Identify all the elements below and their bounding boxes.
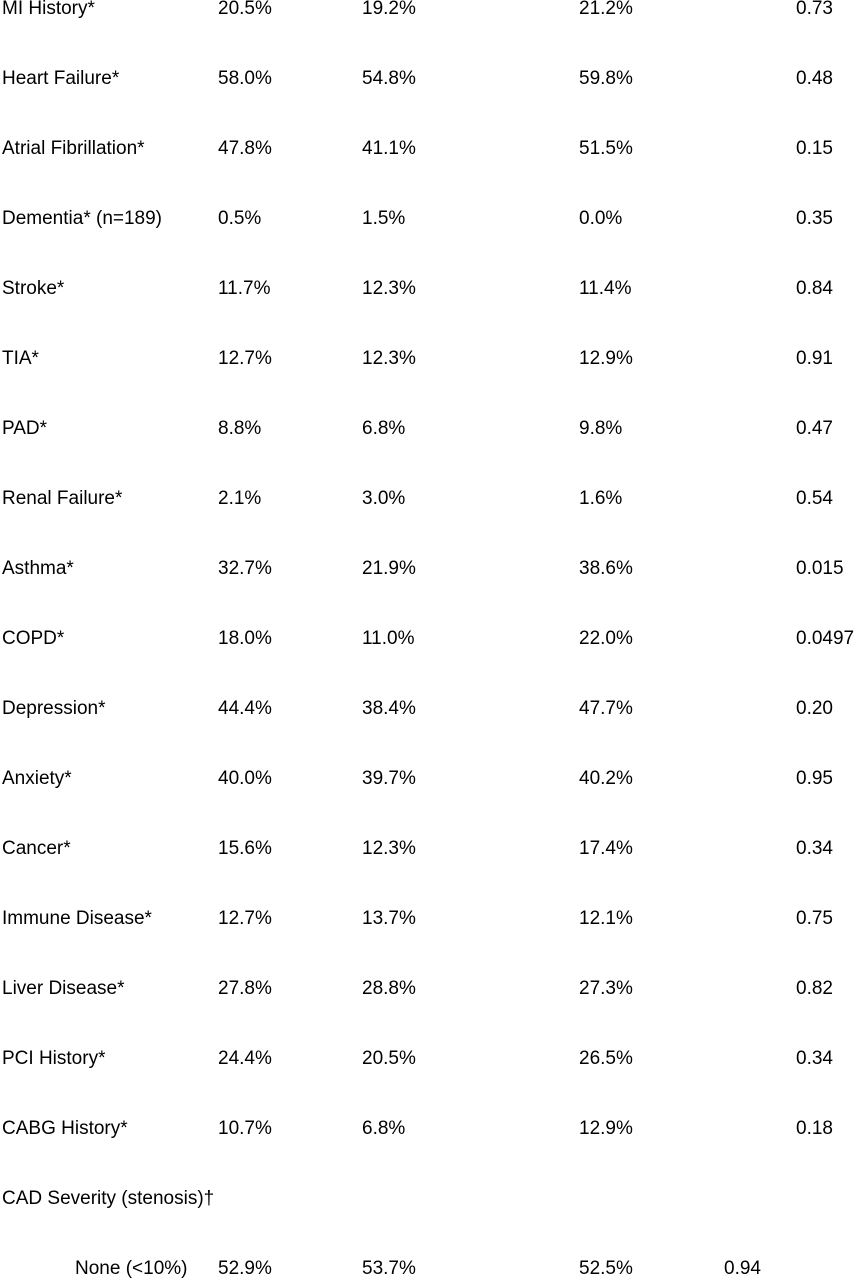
cell-all: 10.7% bbox=[218, 1118, 272, 1139]
row-label: Liver Disease* bbox=[2, 978, 125, 999]
row-label: Depression* bbox=[2, 698, 106, 719]
cell-group-1: 41.1% bbox=[362, 138, 416, 159]
row-label: Stroke* bbox=[2, 278, 65, 299]
cell-group-1: 3.0% bbox=[362, 488, 406, 509]
cell-group-1: 38.4% bbox=[362, 698, 416, 719]
cell-group-2: 51.5% bbox=[579, 138, 633, 159]
cell-all: 12.7% bbox=[218, 348, 272, 369]
table-row bbox=[0, 1114, 858, 1144]
row-label: Asthma* bbox=[2, 558, 74, 579]
row-label: Renal Failure* bbox=[2, 488, 123, 509]
cell-group-2: 27.3% bbox=[579, 978, 633, 999]
table-row bbox=[0, 554, 858, 584]
cell-p-value: 0.54 bbox=[796, 488, 833, 509]
row-label: Cancer* bbox=[2, 838, 71, 859]
cell-all: 24.4% bbox=[218, 1048, 272, 1069]
table-row bbox=[0, 274, 858, 304]
table-row bbox=[0, 834, 858, 864]
row-label: Heart Failure* bbox=[2, 68, 120, 89]
table-row bbox=[0, 64, 858, 94]
cell-group-2: 40.2% bbox=[579, 768, 633, 789]
cell-group-1: 12.3% bbox=[362, 348, 416, 369]
cell-all: 47.8% bbox=[218, 138, 272, 159]
cell-p-value: 0.47 bbox=[796, 418, 833, 439]
cell-group-2: 11.4% bbox=[579, 278, 632, 299]
row-label: None (<10%) bbox=[75, 1258, 188, 1279]
table-row bbox=[0, 484, 858, 514]
cell-group-2: 0.0% bbox=[579, 208, 623, 229]
row-label: CABG History* bbox=[2, 1118, 128, 1139]
cell-group-2: 9.8% bbox=[579, 418, 623, 439]
table-row bbox=[0, 904, 858, 934]
cell-group-1: 12.3% bbox=[362, 838, 416, 859]
cell-all: 40.0% bbox=[218, 768, 272, 789]
row-label: Atrial Fibrillation* bbox=[2, 138, 145, 159]
cell-group-2: 17.4% bbox=[579, 838, 633, 859]
cell-group-1: 1.5% bbox=[362, 208, 406, 229]
cell-group-2: 47.7% bbox=[579, 698, 633, 719]
cell-group-1: 19.2% bbox=[362, 0, 416, 19]
cell-group-1: 6.8% bbox=[362, 418, 406, 439]
table-row bbox=[0, 1044, 858, 1074]
cell-all: 0.5% bbox=[218, 208, 262, 229]
row-label: COPD* bbox=[2, 628, 65, 649]
cell-p-value: 0.91 bbox=[796, 348, 833, 369]
cell-p-value: 0.34 bbox=[796, 1048, 833, 1069]
cell-group-1: 20.5% bbox=[362, 1048, 416, 1069]
cell-group-1: 6.8% bbox=[362, 1118, 406, 1139]
cell-group-1: 21.9% bbox=[362, 558, 416, 579]
cell-group-2: 38.6% bbox=[579, 558, 633, 579]
cell-group-2: 52.5% bbox=[579, 1258, 633, 1279]
cell-group-2: 59.8% bbox=[579, 68, 633, 89]
cell-p-value: 0.15 bbox=[796, 138, 833, 159]
cell-group-2: 12.9% bbox=[579, 1118, 633, 1139]
cell-group-1: 28.8% bbox=[362, 978, 416, 999]
row-label: Immune Disease* bbox=[2, 908, 152, 929]
cell-all: 44.4% bbox=[218, 698, 272, 719]
cell-group-2: 12.1% bbox=[579, 908, 633, 929]
table-row bbox=[0, 0, 858, 24]
table-row bbox=[0, 764, 858, 794]
cell-all: 12.7% bbox=[218, 908, 272, 929]
row-label: TIA* bbox=[2, 348, 39, 369]
cell-p-value: 0.015 bbox=[796, 558, 844, 579]
cell-group-1: 39.7% bbox=[362, 768, 416, 789]
table-row bbox=[0, 204, 858, 234]
table-row bbox=[0, 344, 858, 374]
table-row bbox=[0, 694, 858, 724]
cell-p-value: 0.75 bbox=[796, 908, 833, 929]
cell-group-1: 11.0% bbox=[362, 628, 415, 649]
cell-all: 32.7% bbox=[218, 558, 272, 579]
cell-group-1: 12.3% bbox=[362, 278, 416, 299]
cell-group-2: 26.5% bbox=[579, 1048, 633, 1069]
section-header: CAD Severity (stenosis)† bbox=[2, 1188, 215, 1209]
cell-all: 27.8% bbox=[218, 978, 272, 999]
cell-all: 8.8% bbox=[218, 418, 262, 439]
cell-group-2: 12.9% bbox=[579, 348, 633, 369]
cell-all: 58.0% bbox=[218, 68, 272, 89]
row-label: Anxiety* bbox=[2, 768, 72, 789]
row-label: PCI History* bbox=[2, 1048, 106, 1069]
cell-all: 11.7% bbox=[218, 278, 271, 299]
cell-p-value: 0.34 bbox=[796, 838, 833, 859]
cell-p-value: 0.84 bbox=[796, 278, 833, 299]
cell-group-2: 21.2% bbox=[579, 0, 633, 19]
cell-group-2: 22.0% bbox=[579, 628, 633, 649]
cell-p-value: 0.95 bbox=[796, 768, 833, 789]
row-label: Dementia* (n=189) bbox=[2, 208, 163, 229]
cell-p-value: 0.0497 bbox=[796, 628, 855, 649]
cell-p-value: 0.35 bbox=[796, 208, 833, 229]
cell-p-value: 0.73 bbox=[796, 0, 833, 19]
section-header-row bbox=[0, 1184, 858, 1214]
cell-all: 15.6% bbox=[218, 838, 272, 859]
table-row bbox=[0, 974, 858, 1004]
cell-p-value: 0.48 bbox=[796, 68, 833, 89]
cell-group-1: 54.8% bbox=[362, 68, 416, 89]
cell-p-value: 0.94 bbox=[724, 1258, 761, 1279]
cell-group-1: 13.7% bbox=[362, 908, 416, 929]
cell-all: 2.1% bbox=[218, 488, 262, 509]
table-row bbox=[0, 624, 858, 654]
row-label: PAD* bbox=[2, 418, 48, 439]
cell-p-value: 0.82 bbox=[796, 978, 833, 999]
table-row bbox=[0, 134, 858, 164]
cell-group-1: 53.7% bbox=[362, 1258, 416, 1279]
cell-all: 52.9% bbox=[218, 1258, 272, 1279]
cell-p-value: 0.18 bbox=[796, 1118, 833, 1139]
row-label: MI History* bbox=[2, 0, 95, 19]
cell-all: 20.5% bbox=[218, 0, 272, 19]
cell-group-2: 1.6% bbox=[579, 488, 623, 509]
table-row bbox=[0, 414, 858, 444]
cell-all: 18.0% bbox=[218, 628, 272, 649]
cell-p-value: 0.20 bbox=[796, 698, 833, 719]
